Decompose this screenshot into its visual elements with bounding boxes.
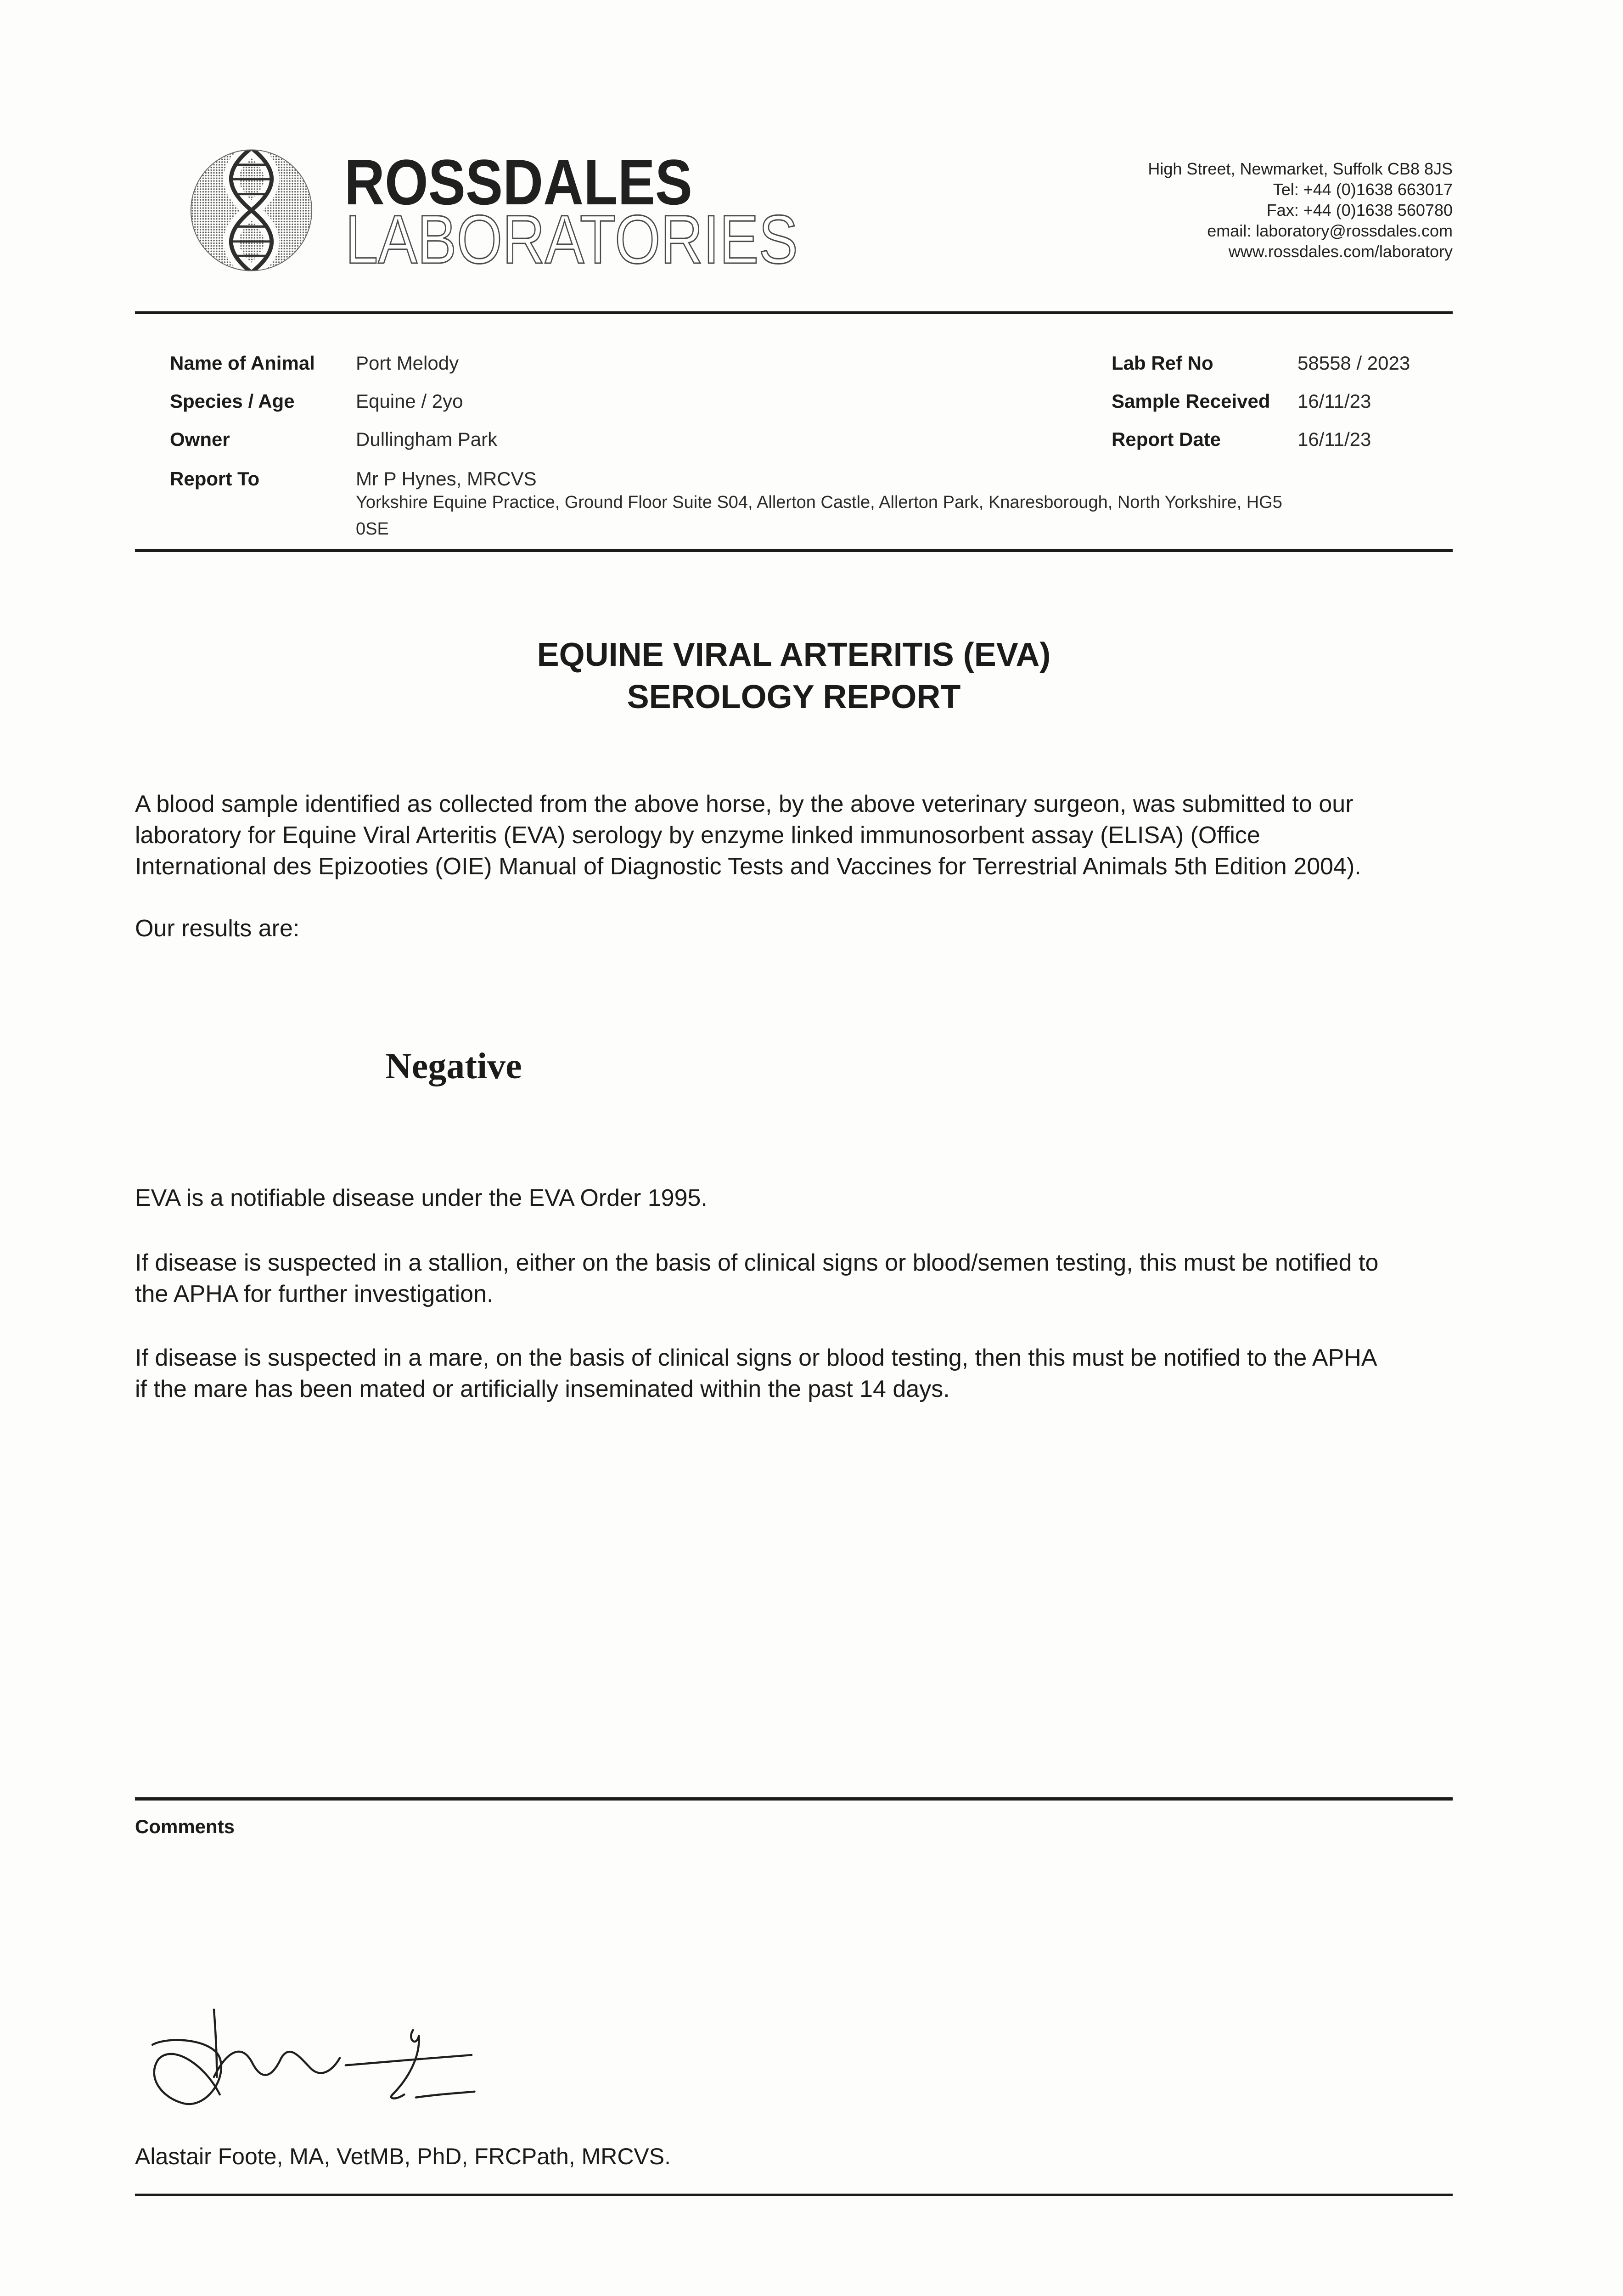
report-to-address: Yorkshire Equine Practice, Ground Floor Suite S04, Allerton Castle, Allerton Park, Knaresborough, North Yorkshire, HG5 <box>356 493 1282 512</box>
comments-label: Comments <box>135 1816 235 1837</box>
report-to-label: Report To <box>170 468 260 490</box>
intro-line: International des Epizooties (OIE) Manual of Diagnostic Tests and Vaccines for Terrestrial Animals 5th Edition 2004). <box>135 853 1361 880</box>
intro-paragraph <box>135 788 1361 882</box>
report-date-label: Report Date <box>1112 428 1221 450</box>
stallion-paragraph <box>135 1247 1378 1310</box>
report-subtitle: SEROLOGY REPORT <box>627 679 961 715</box>
footer-divider <box>135 2194 1453 2196</box>
report-to-name: Mr P Hynes, MRCVS <box>356 468 537 490</box>
intro-line: laboratory for Equine Viral Arteritis (EVA) serology by enzyme linked immunosorbent assay (ELISA) (Office <box>135 822 1260 849</box>
stallion-line: If disease is suspected in a stallion, either on the basis of clinical signs or blood/semen testing, this must be notified to <box>135 1249 1379 1276</box>
details-divider <box>135 549 1453 552</box>
lab-ref-label: Lab Ref No <box>1112 352 1213 374</box>
name-of-animal-value: Port Melody <box>356 352 459 374</box>
comments-divider <box>135 1797 1453 1801</box>
mare-line: if the mare has been mated or artificially inseminated within the past 14 days. <box>135 1376 950 1402</box>
owner-value: Dullingham Park <box>356 428 498 450</box>
mare-line: If disease is suspected in a mare, on the basis of clinical signs or blood testing, then this must be notified to the APHA <box>135 1345 1377 1371</box>
report-title: EQUINE VIRAL ARTERITIS (EVA) <box>537 636 1051 673</box>
mare-paragraph <box>135 1342 1377 1405</box>
report-date-value: 16/11/23 <box>1297 428 1371 450</box>
brand-name: ROSSDALES <box>344 146 692 218</box>
notifiable-notice: EVA is a notifiable disease under the EVA Order 1995. <box>135 1185 708 1211</box>
dna-helix-icon <box>188 146 314 275</box>
species-age-value: Equine / 2yo <box>356 390 463 412</box>
name-of-animal-label: Name of Animal <box>170 352 315 374</box>
signature <box>132 1999 483 2124</box>
lab-ref-value: 58558 / 2023 <box>1297 352 1410 374</box>
species-age-label: Species / Age <box>170 390 295 412</box>
address-website: www.rossdales.com/laboratory <box>1228 242 1453 261</box>
results-intro: Our results are: <box>135 915 300 942</box>
brand-subtitle: LABORATORIES <box>345 201 798 278</box>
address-fax: Fax: +44 (0)1638 560780 <box>1266 201 1453 219</box>
sample-received-label: Sample Received <box>1112 390 1270 412</box>
owner-label: Owner <box>170 428 230 450</box>
report-to-postcode: 0SE <box>356 519 389 539</box>
test-result: Negative <box>385 1046 522 1086</box>
sample-received-value: 16/11/23 <box>1297 390 1371 412</box>
address-telephone: Tel: +44 (0)1638 663017 <box>1273 180 1453 199</box>
lab-address <box>1148 158 1453 262</box>
signatory-name: Alastair Foote, MA, VetMB, PhD, FRCPath, MRCVS. <box>135 2144 671 2169</box>
address-street: High Street, Newmarket, Suffolk CB8 8JS <box>1148 159 1453 178</box>
header-divider <box>135 311 1453 314</box>
stallion-line: the APHA for further investigation. <box>135 1281 494 1307</box>
address-email: email: laboratory@rossdales.com <box>1207 221 1453 240</box>
intro-line: A blood sample identified as collected from the above horse, by the above veterinary surgeon, was submitted to our <box>135 791 1353 817</box>
